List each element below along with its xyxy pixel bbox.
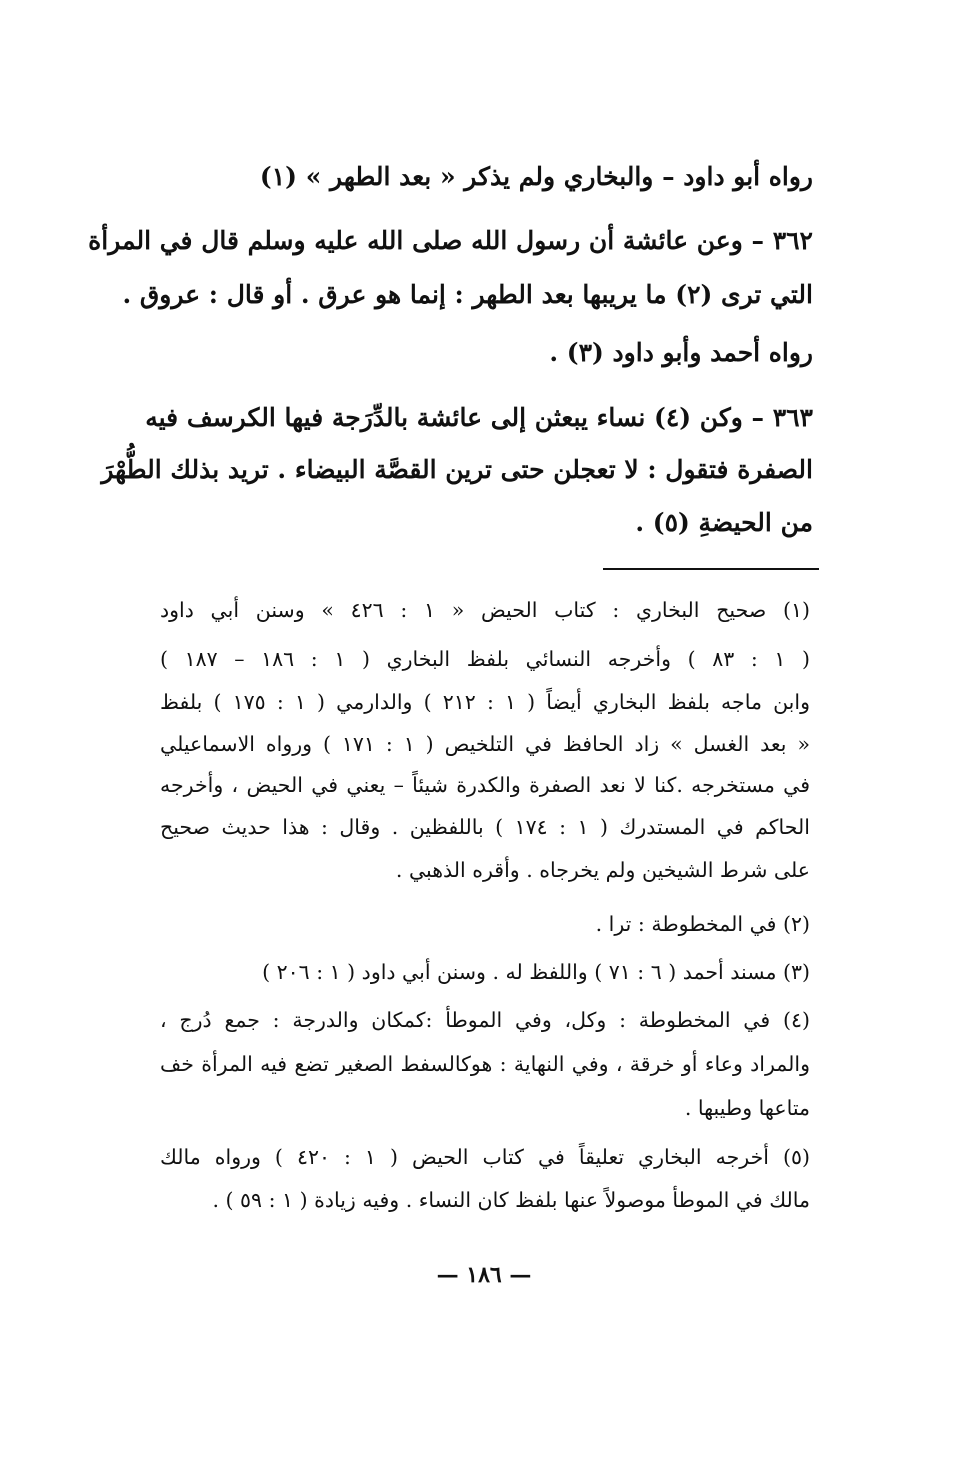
footnote-line: (٣) مسند أحمد ( ٦ : ٧١ ) واللفظ له . وسنن أبي داود ( ١ : ٢٠٦ ) (262, 960, 810, 984)
main-text-line: من الحيضةِ (٥) . (635, 508, 813, 537)
footnote-line: (٤) في المخطوطة : وكل، وفي الموطأ :كمكان والدرجة : جمع دُرج ، (160, 1008, 810, 1032)
footnote-line: وابن ماجه بلفظ البخاري أيضاً ( ١ : ٢١٢ ) والدارمي ( ١ : ١٧٥ ) بلفظ (160, 690, 810, 714)
main-text-line: الصفرة فتقول : لا تعجلن حتى ترين القصَّة البيضاء . تريد بذلك الطُّهْرَ (101, 455, 813, 484)
main-text-line: رواه أحمد وأبو داود (٣) . (549, 338, 813, 367)
footnote-line: (٥) أخرجه البخاري تعليقاً في كتاب الحيض ( ١ : ٤٢٠ ) ورواه مالك (160, 1145, 810, 1169)
footnote-line: (١) صحيح البخاري : كتاب الحيض « ١ : ٤٢٦ » وسنن أبي داود (160, 598, 810, 622)
footnote-line: في مستخرجه .كنا لا نعد الصفرة والكدرة شيئاً – يعني في الحيض ، وأخرجه (160, 773, 810, 797)
footnote-line: « بعد الغسل » زاد الحافظ في التلخيص ( ١ : ١٧١ ) ورواه الاسماعيلي (160, 732, 810, 756)
main-text-line: ٣٦٣ – وكن (٤) نساء يبعثن إلى عائشة بالدِّرَجة فيها الكرسف فيه (145, 403, 813, 432)
footnote-line: على شرط الشيخين ولم يخرجاه . وأقره الذهبي . (395, 858, 810, 882)
main-text-line: التي ترى (٢) ما يريبها بعد الطهر : إنما هو عرق . أو قال : عروق . (122, 280, 813, 309)
footnote-line: والمراد وعاء أو خرقة ، وفي النهاية : هوكالسفط الصغير تضع فيه المرأة خف (160, 1052, 810, 1076)
main-text-line: رواه أبو داود – والبخاري ولم يذكر « بعد الطهر » (١) (259, 162, 813, 191)
footnote-line: مالك في الموطأ موصولاً عنها بلفظ كان النساء . وفيه زيادة ( ١ : ٥٩ ) . (212, 1188, 810, 1212)
page-number: — ١٨٦ — (436, 1262, 532, 1288)
footnote-line: متاعها وطيبها . (684, 1096, 810, 1120)
footnote-line: (٢) في المخطوطة : ترا . (595, 912, 810, 936)
main-text-line: ٣٦٢ – وعن عائشة أن رسول الله صلى الله عليه وسلم قال في المرأة (88, 226, 813, 255)
footnote-separator (603, 568, 819, 570)
footnote-line: ( ١ : ٨٣ ) وأخرجه النسائي بلفظ البخاري ( ١ : ١٨٦ – ١٨٧ ) (160, 647, 810, 671)
footnote-line: الحاكم في المستدرك ( ١ : ١٧٤ ) باللفظين . وقال : هذا حديث صحيح (160, 815, 810, 839)
